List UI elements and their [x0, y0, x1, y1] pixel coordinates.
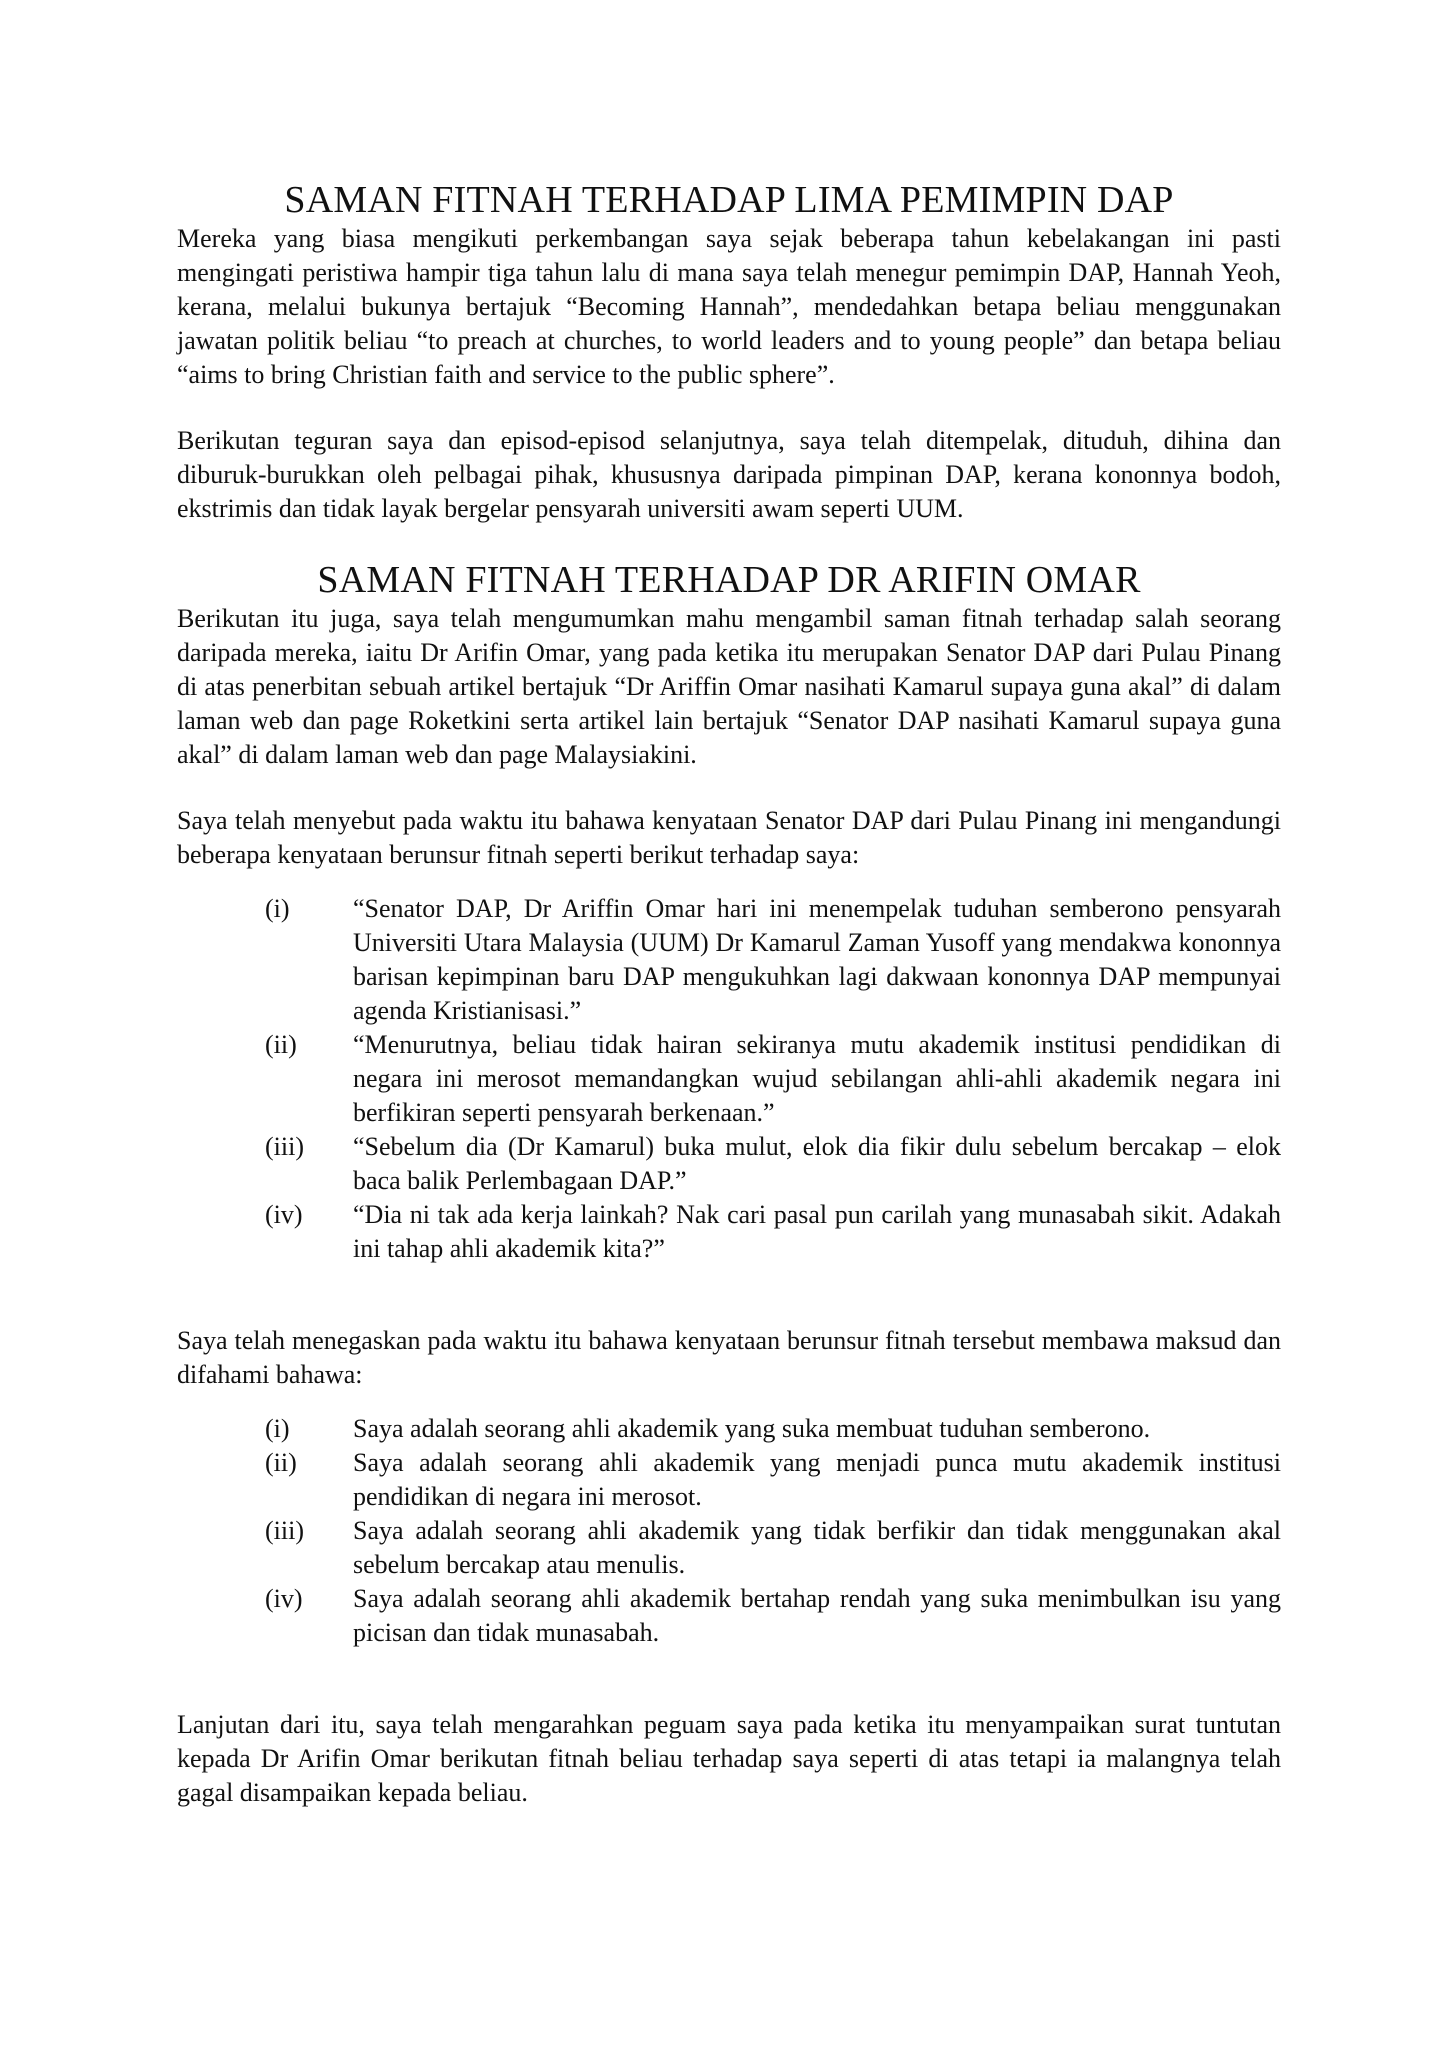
section-heading-arifin-omar: SAMAN FITNAH TERHADAP DR ARIFIN OMAR	[317, 559, 1141, 601]
list-item-number: (ii)	[265, 1030, 297, 1059]
paragraph-saman-arifin: Berikutan itu juga, saya telah mengumumkan mahu mengambil saman fitnah terhadap salah seorang daripada mereka, iaitu Dr Arifin Omar, yang pada ketika itu merupakan Senator DAP dari Pulau Pinang di atas penerbitan sebuah artikel bertajuk “Dr Ariffin Omar nasihati Kamarul supaya guna akal” di dalam laman web dan page Roketkini serta artikel lain bertajuk “Senator DAP nasihati Kamarul supaya guna akal” di dalam laman web dan page Malaysiakini.	[177, 604, 1281, 769]
list-item	[177, 1130, 1281, 1198]
list-item-text: “Senator DAP, Dr Ariffin Omar hari ini menempelak tuduhan semberono pensyarah Universiti Utara Malaysia (UUM) Dr Kamarul Zaman Yusoff yang mendakwa kononnya barisan kepimpinan baru DAP mengukuhkan lagi dakwaan kononnya DAP mempunyai agenda Kristianisasi.”	[353, 894, 1281, 1025]
list-item	[177, 1446, 1281, 1514]
list-item-text: “Menurutnya, beliau tidak hairan sekiranya mutu akademik institusi pendidikan di negara ini merosot memandangkan wujud sebilangan ahli-ahli akademik negara ini berfikiran seperti pensyarah berkenaan.”	[353, 1030, 1281, 1127]
paragraph-surat-tuntutan: Lanjutan dari itu, saya telah mengarahkan peguam saya pada ketika itu menyampaikan surat tuntutan kepada Dr Arifin Omar berikutan fitnah beliau terhadap saya seperti di atas tetapi ia malangnya telah gagal disampaikan kepada beliau.	[177, 1710, 1281, 1807]
list-item-text: Saya adalah seorang ahli akademik yang menjadi punca mutu akademik institusi pendidikan di negara ini merosot.	[353, 1448, 1281, 1511]
list-item	[177, 1198, 1281, 1266]
list-item-number: (iv)	[265, 1584, 303, 1613]
list-item	[177, 892, 1281, 1028]
list-item-text: Saya adalah seorang ahli akademik yang tidak berfikir dan tidak menggunakan akal sebelum bercakap atau menulis.	[353, 1516, 1281, 1579]
list-item	[177, 1028, 1281, 1130]
list-item	[177, 1514, 1281, 1582]
list-item-text: “Dia ni tak ada kerja lainkah? Nak cari pasal pun carilah yang munasabah sikit. Adakah ini tahap ahli akademik kita?”	[353, 1200, 1281, 1263]
defamatory-statements-list	[177, 892, 1281, 1266]
document-page	[177, 178, 1281, 1842]
list-item-text: Saya adalah seorang ahli akademik bertahap rendah yang suka menimbulkan isu yang picisan dan tidak munasabah.	[353, 1584, 1281, 1647]
list-item-number: (iv)	[265, 1200, 303, 1229]
list-item-text: Saya adalah seorang ahli akademik yang suka membuat tuduhan semberono.	[353, 1414, 1151, 1443]
list-item-number: (iii)	[265, 1516, 304, 1545]
list-item-number: (iii)	[265, 1132, 304, 1161]
list-item	[177, 1582, 1281, 1650]
list-item-number: (i)	[265, 1414, 290, 1443]
defamatory-meanings-list	[177, 1412, 1281, 1650]
paragraph-hannah-yeoh: Mereka yang biasa mengikuti perkembangan saya sejak beberapa tahun kebelakangan ini pasti mengingati peristiwa hampir tiga tahun lalu di mana saya telah menegur pemimpin DAP, Hannah Yeoh, kerana, melalui bukunya bertajuk “Becoming Hannah”, mendedahkan betapa beliau menggunakan jawatan politik beliau “to preach at churches, to world leaders and to young people” dan betapa beliau “aims to bring Christian faith and service to the public sphere”.	[177, 224, 1281, 389]
list-item-text: “Sebelum dia (Dr Kamarul) buka mulut, elok dia fikir dulu sebelum bercakap – elok baca balik Perlembagaan DAP.”	[353, 1132, 1281, 1195]
list-item-number: (ii)	[265, 1448, 297, 1477]
section-heading-lima-pemimpin: SAMAN FITNAH TERHADAP LIMA PEMIMPIN DAP	[284, 179, 1174, 221]
list-item-number: (i)	[265, 894, 290, 923]
paragraph-kenyataan-fitnah: Saya telah menyebut pada waktu itu bahawa kenyataan Senator DAP dari Pulau Pinang ini mengandungi beberapa kenyataan berunsur fitnah seperti berikut terhadap saya:	[177, 806, 1281, 869]
paragraph-maksud-fitnah: Saya telah menegaskan pada waktu itu bahawa kenyataan berunsur fitnah tersebut membawa maksud dan difahami bahawa:	[177, 1326, 1281, 1389]
list-item	[177, 1412, 1281, 1446]
paragraph-teguran: Berikutan teguran saya dan episod-episod selanjutnya, saya telah ditempelak, dituduh, dihina dan diburuk-burukkan oleh pelbagai pihak, khususnya daripada pimpinan DAP, kerana kononnya bodoh, ekstrimis dan tidak layak bergelar pensyarah universiti awam seperti UUM.	[177, 426, 1281, 523]
